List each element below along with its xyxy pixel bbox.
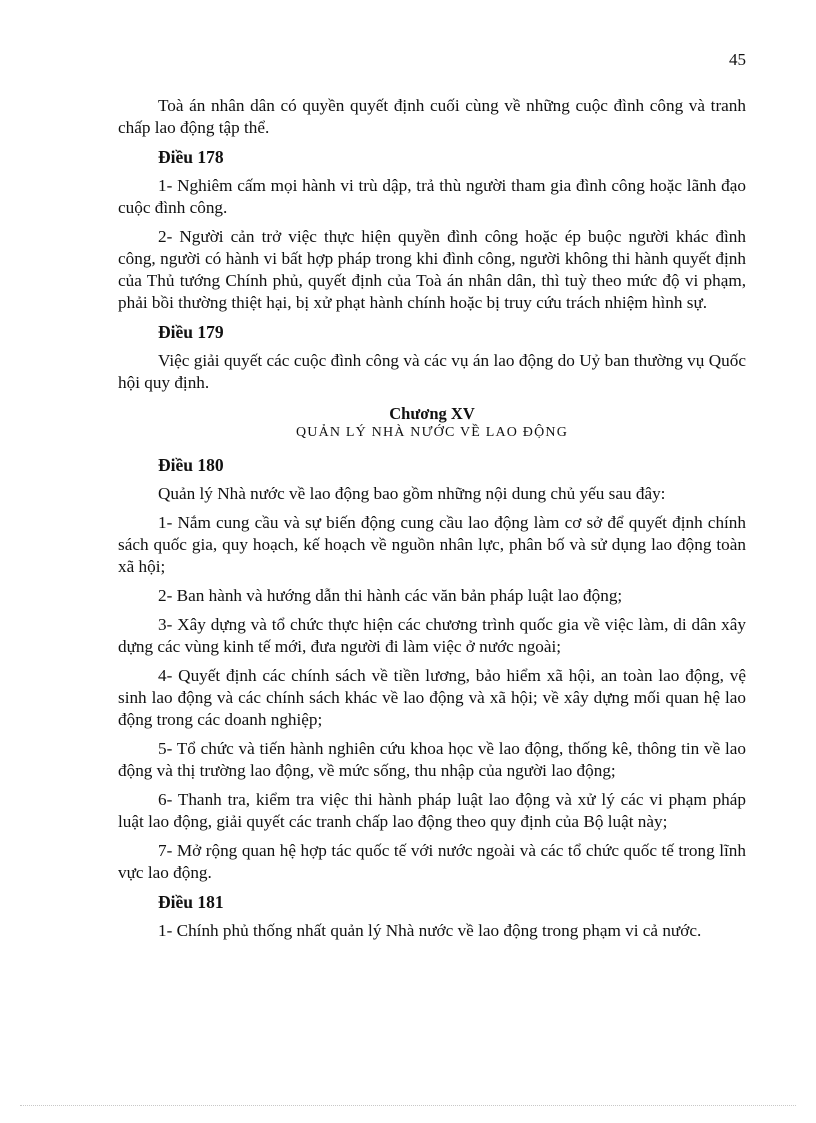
paragraph: 1- Chính phủ thống nhất quản lý Nhà nước về lao động trong phạm vi cả nước. — [158, 921, 702, 940]
paragraph: 1- Nắm cung cầu và sự biến động cung cầu lao động làm cơ sở để quyết định chính sách quốc gia, quy hoạch, kế hoạch về nguồn nhân lực, phân bố và sử dụng lao động toàn xã hội; — [118, 513, 746, 576]
paragraph: 5- Tổ chức và tiến hành nghiên cứu khoa học về lao động, thống kê, thông tin về lao động và thị trường lao động, về mức sống, thu nhập của người lao động; — [118, 739, 746, 780]
paragraph: 1- Nghiêm cấm mọi hành vi trù dập, trả thù người tham gia đình công hoặc lãnh đạo cuộc đình công. — [118, 176, 746, 217]
chapter-heading — [118, 404, 746, 442]
paragraph: 7- Mở rộng quan hệ hợp tác quốc tế với nước ngoài và các tổ chức quốc tế trong lĩnh vực lao động. — [118, 841, 746, 882]
article-heading: Điều 179 — [158, 322, 224, 342]
page-bottom-divider — [20, 1105, 796, 1106]
paragraph: 4- Quyết định các chính sách về tiền lương, bảo hiểm xã hội, an toàn lao động, vệ sinh lao động và các chính sách khác về lao động và xã hội; về xây dựng mối quan hệ lao động trong các doanh nghiệp; — [118, 666, 746, 729]
article-heading: Điều 178 — [158, 147, 224, 167]
article-heading: Điều 180 — [158, 455, 224, 475]
chapter-subtitle: QUẢN LÝ NHÀ NƯỚC VỀ LAO ĐỘNG — [295, 425, 569, 440]
article-heading: Điều 181 — [158, 892, 224, 912]
chapter-title: Chương XV — [389, 404, 475, 423]
paragraph: 2- Ban hành và hướng dẫn thi hành các văn bản pháp luật lao động; — [158, 586, 623, 605]
page-number: 45 — [729, 50, 746, 69]
paragraph: 3- Xây dựng và tổ chức thực hiện các chương trình quốc gia về việc làm, di dân xây dựng các vùng kinh tế mới, đưa người đi làm việc ở nước ngoài; — [118, 615, 746, 656]
paragraph: 6- Thanh tra, kiểm tra việc thi hành pháp luật lao động và xử lý các vi phạm pháp luật lao động, giải quyết các tranh chấp lao động theo quy định của Bộ luật này; — [118, 790, 746, 831]
paragraph: 2- Người cản trở việc thực hiện quyền đình công hoặc ép buộc người khác đình công, người có hành vi bất hợp pháp trong khi đình công, người không thi hành quyết định của Thủ tướng Chính phủ, quyết định của Toà án nhân dân, thì tuỳ theo mức độ vi phạm, phải bồi thường thiệt hại, bị xử phạt hành chính hoặc bị truy cứu trách nhiệm hình sự. — [118, 227, 746, 312]
paragraph: Quản lý Nhà nước về lao động bao gồm những nội dung chủ yếu sau đây: — [158, 484, 666, 503]
paragraph: Toà án nhân dân có quyền quyết định cuối cùng về những cuộc đình công và tranh chấp lao động tập thể. — [118, 96, 746, 137]
paragraph: Việc giải quyết các cuộc đình công và các vụ án lao động do Uỷ ban thường vụ Quốc hội quy định. — [118, 351, 746, 392]
document-body — [118, 95, 746, 949]
